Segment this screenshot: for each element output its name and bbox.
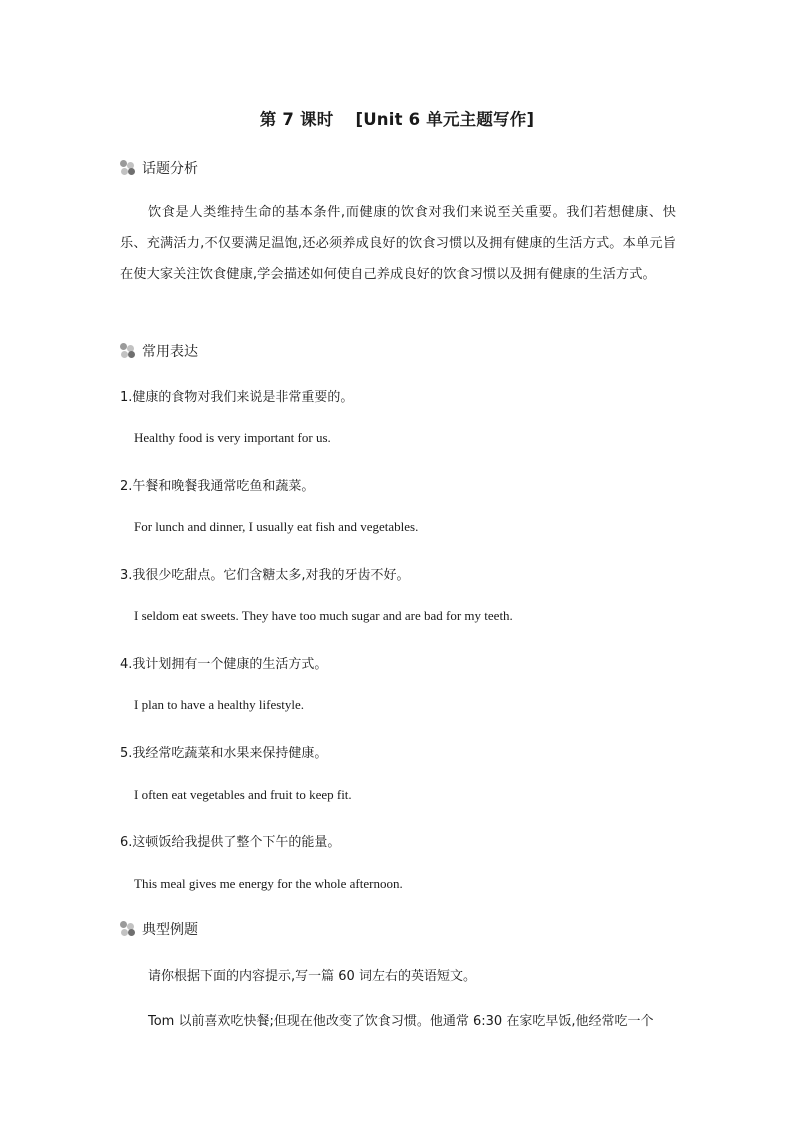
expression-en: This meal gives me energy for the whole afternoon.	[134, 876, 403, 891]
section-expressions-heading	[120, 341, 198, 361]
section-example-title: 典型例题	[142, 922, 198, 938]
dots-bullet-icon	[120, 921, 136, 937]
section-expressions-title: 常用表达	[142, 344, 198, 360]
lesson-label: 第 7 课时	[259, 110, 334, 129]
section-example-heading	[120, 919, 198, 939]
expression-en: For lunch and dinner, I usually eat fish and vegetables.	[134, 519, 419, 534]
expression-zh: 3.我很少吃甜点。它们含糖太多,对我的牙齿不好。	[120, 568, 410, 583]
section-topic-title: 话题分析	[142, 161, 198, 177]
expression-en: I often eat vegetables and fruit to keep fit.	[134, 787, 352, 802]
example-instruction: 请你根据下面的内容提示,写一篇 60 词左右的英语短文。	[148, 969, 476, 984]
dots-bullet-icon	[120, 160, 136, 176]
expression-zh: 4.我计划拥有一个健康的生活方式。	[120, 657, 328, 672]
dots-bullet-icon	[120, 343, 136, 359]
topic-paragraph: 饮食是人类维持生命的基本条件,而健康的饮食对我们来说至关重要。我们若想健康、快乐、充满活力,不仅要满足温饱,还必须养成良好的饮食习惯以及拥有健康的生活方式。本单元旨在使大家关注饮食健康,学会描述如何使自己养成良好的饮食习惯以及拥有健康的生活方式。	[120, 205, 676, 282]
example-prompt-line: Tom 以前喜欢吃快餐;但现在他改变了饮食习惯。他通常 6:30 在家吃早饭,他经常吃一个	[148, 1014, 654, 1029]
expression-en: Healthy food is very important for us.	[134, 430, 331, 445]
page-title	[0, 106, 794, 130]
expression-zh: 1.健康的食物对我们来说是非常重要的。	[120, 390, 354, 405]
expression-en: I seldom eat sweets. They have too much sugar and are bad for my teeth.	[134, 608, 513, 623]
section-topic-heading	[120, 158, 198, 178]
expression-en: I plan to have a healthy lifestyle.	[134, 697, 305, 712]
expression-zh: 2.午餐和晚餐我通常吃鱼和蔬菜。	[120, 479, 315, 494]
unit-label: [Unit 6 单元主题写作]	[355, 110, 535, 129]
expression-zh: 5.我经常吃蔬菜和水果来保持健康。	[120, 746, 328, 761]
expression-zh: 6.这顿饭给我提供了整个下午的能量。	[120, 835, 341, 850]
